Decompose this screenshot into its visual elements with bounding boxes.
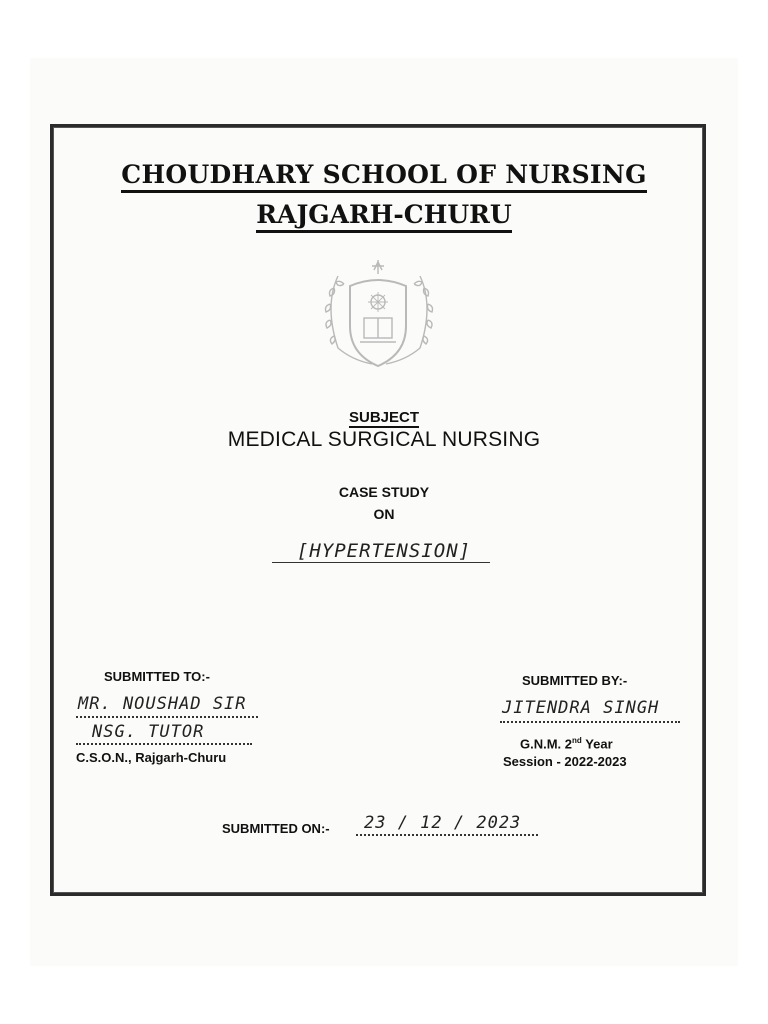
designation-dotted-line (76, 743, 252, 745)
case-study-on: ON (373, 506, 395, 522)
topic-underline (272, 562, 490, 563)
subject-name: MEDICAL SURGICAL NURSING (227, 428, 541, 451)
submitted-on-date: 23 / 12 / 2023 (364, 813, 522, 833)
submitted-to-name: MR. NOUSHAD SIR (78, 694, 247, 714)
school-name: CHOUDHARY SCHOOL OF NURSING (0, 160, 768, 189)
case-study-label: CASE STUDY (338, 484, 430, 500)
submitted-by-label: SUBMITTED BY:- (522, 673, 628, 688)
by-name-dotted-line (500, 721, 680, 723)
submitted-by-session: Session - 2022-2023 (503, 754, 627, 769)
submitted-by-course: G.N.M. 2nd Year (520, 736, 613, 752)
case-study-topic: [HYPERTENSION] (296, 540, 472, 562)
submitted-to-institute: C.S.O.N., Rajgarh-Churu (76, 750, 227, 765)
submitted-to-label: SUBMITTED TO:- (104, 669, 210, 684)
submitted-to-designation: NSG. TUTOR (92, 722, 205, 742)
school-crest-icon (316, 256, 446, 376)
school-location: RAJGARH-CHURU (0, 200, 768, 229)
name-dotted-line (76, 716, 258, 718)
submitted-by-name: JITENDRA SINGH (502, 698, 660, 718)
subject-label: SUBJECT (348, 409, 419, 426)
submitted-on-label: SUBMITTED ON:- (222, 821, 330, 836)
date-dotted-line (356, 834, 538, 836)
